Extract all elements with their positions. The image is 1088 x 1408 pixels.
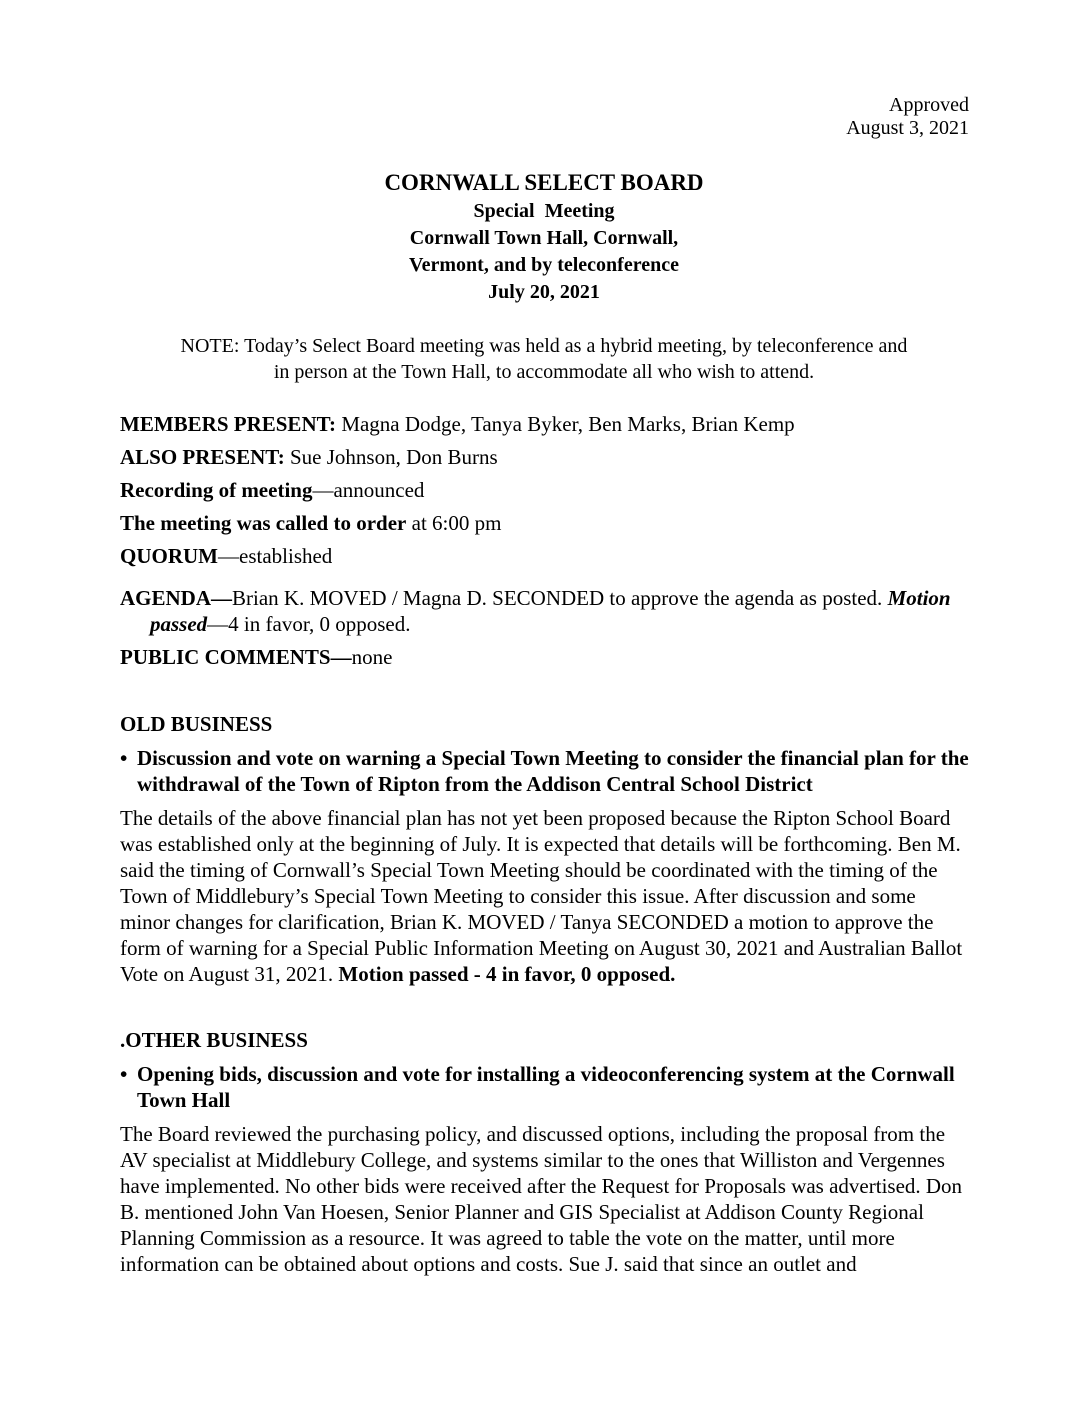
members-present-value: Magna Dodge, Tanya Byker, Ben Marks, Brian Kemp: [336, 412, 795, 436]
members-present-label: MEMBERS PRESENT:: [120, 412, 337, 436]
recording-of-meeting: [120, 477, 970, 503]
bullet-icon: •: [120, 746, 128, 770]
other-business-item-title: Opening bids, discussion and vote for installing a videoconferencing system at the Cornwall Town Hall: [137, 1062, 955, 1112]
approval-stamp: [846, 94, 969, 140]
quorum-value: —established: [218, 544, 333, 568]
hybrid-meeting-note: [100, 333, 988, 385]
note-line-1: NOTE: Today’s Select Board meeting was held as a hybrid meeting, by teleconference and: [180, 335, 908, 357]
public-comments: [120, 644, 970, 670]
quorum: [120, 543, 970, 569]
agenda-motion-label: Motion passed: [150, 586, 951, 636]
meeting-date: July 20, 2021: [488, 281, 600, 303]
old-business-text: The details of the above financial plan has not yet been proposed because the Ripton School Board was established only at the beginning of July. It is expected that details will be forthcoming. Ben M. said the timing of Cornwall’s Special Town Meeting should be coordinated with the timing of the Town of Middlebury’s Special Town Meeting to consider this issue. After discussion and some minor changes for clarification, Brian K. MOVED / Tanya SECONDED a motion to approve the form of warning for a Special Public Information Meeting on August 30, 2021 and Australian Ballot Vote on August 31, 2021.: [120, 806, 963, 986]
call-to-order-label: The meeting was called to order: [120, 511, 407, 535]
public-comments-label: PUBLIC COMMENTS—: [120, 645, 352, 669]
other-business-heading: .OTHER BUSINESS: [120, 1028, 308, 1052]
document-header: [0, 168, 1088, 306]
old-business-heading: OLD BUSINESS: [120, 712, 273, 736]
old-business-motion: Motion passed - 4 in favor, 0 opposed.: [338, 962, 676, 986]
meeting-type: Special Meeting: [473, 200, 615, 222]
note-line-2: in person at the Town Hall, to accommodate all who wish to attend.: [273, 361, 815, 383]
recording-label: Recording of meeting: [120, 478, 313, 502]
agenda-item: [120, 585, 970, 637]
agenda-motion-result: —4 in favor, 0 opposed.: [207, 612, 411, 636]
public-comments-value: none: [351, 645, 393, 669]
call-to-order-value: at 6:00 pm: [406, 511, 502, 535]
board-title: CORNWALL SELECT BOARD: [384, 170, 704, 195]
bullet-icon: •: [120, 1062, 128, 1086]
other-business-item: [120, 1061, 970, 1113]
minutes-body: [120, 411, 970, 1277]
approved-label: Approved: [889, 94, 969, 116]
also-present-value: Sue Johnson, Don Burns: [284, 445, 498, 469]
call-to-order: [120, 510, 970, 536]
old-business-item-title: Discussion and vote on warning a Special Town Meeting to consider the financial plan for the withdrawal of the Town of Ripton from the Addison Central School District: [137, 746, 969, 796]
other-business-paragraph: The Board reviewed the purchasing policy, and discussed options, including the proposal from the AV specialist at Middlebury College, and systems similar to the ones that Williston and Vergennes have implemented. No other bids were received after the Request for Proposals was advertised. Don B. mentioned John Van Hoesen, Senior Planner and GIS Specialist at Addison County Regional Planning Commission as a resource. It was agreed to table the vote on the matter, until more information can be obtained about options and costs. Sue J. said that since an outlet and: [120, 1122, 963, 1276]
quorum-label: QUORUM: [120, 544, 218, 568]
recording-value: —announced: [312, 478, 425, 502]
location-line-2: Vermont, and by teleconference: [409, 254, 679, 276]
approved-date: August 3, 2021: [846, 117, 969, 139]
old-business-paragraph: [120, 805, 970, 987]
agenda-text: Brian K. MOVED / Magna D. SECONDED to approve the agenda as posted.: [232, 586, 888, 610]
agenda-label: AGENDA—: [120, 586, 233, 610]
also-present-label: ALSO PRESENT:: [120, 445, 285, 469]
also-present: [120, 444, 970, 470]
location-line-1: Cornwall Town Hall, Cornwall,: [409, 227, 679, 249]
members-present: [120, 411, 970, 437]
old-business-item: [120, 745, 970, 797]
